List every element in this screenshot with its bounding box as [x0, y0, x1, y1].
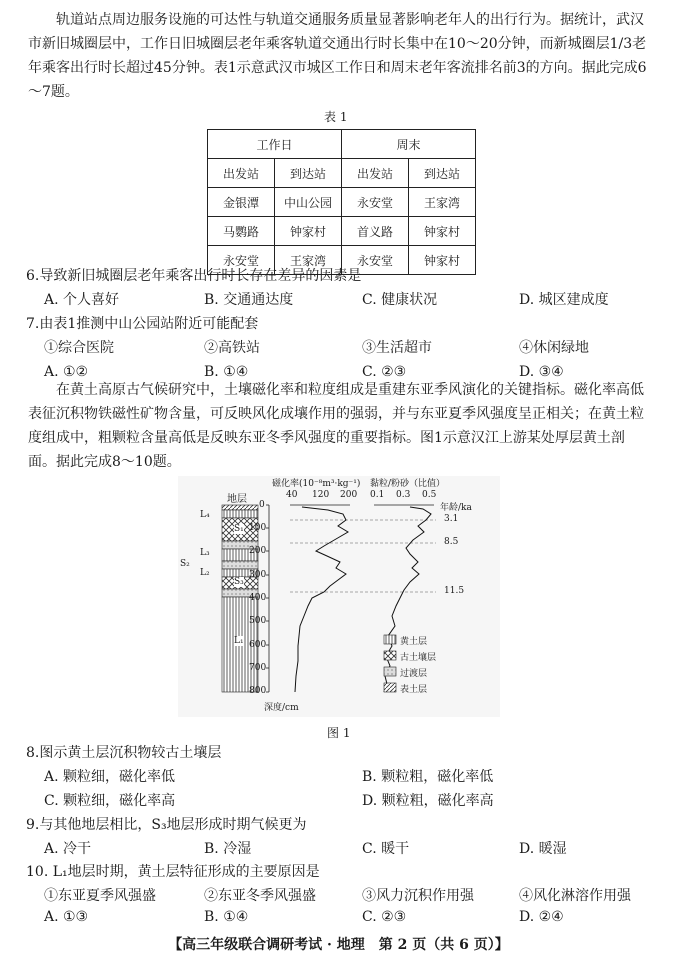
depth-tick: 500	[249, 616, 267, 626]
q7-option-d: D. ③④	[519, 364, 564, 380]
magnetic-susceptibility-curve	[295, 507, 348, 692]
legend-swatch-transition	[384, 667, 396, 676]
mag-axis-title: 磁化率(10⁻⁸m³·kg⁻¹)	[272, 479, 361, 489]
strata-l4	[222, 510, 258, 518]
table1-group-header: 周末	[342, 130, 476, 159]
table1-cell: 王家湾	[275, 246, 342, 275]
q7-option-a: A. ①②	[44, 364, 89, 380]
q10-item-3: ③风力沉积作用强	[362, 888, 474, 904]
intro-paragraph-8-10: 在黄土高原古气候研究中，土壤磁化率和粒度组成是重建东亚季风演化的关键指标。磁化率高低表征沉积物铁磁性矿物含量，可反映风化成壤作用的强弱，并与东亚夏季风强度呈正相关；在黄土粒度组成中，粗颗粒含量高低是反映东亚冬季风强度的重要指标。图1示意汉江上游某处厚层黄土剖面。据此完成8～10题。	[28, 382, 644, 470]
q10-item-1: ①东亚夏季风强盛	[44, 888, 156, 904]
age-label: 8.5	[444, 537, 459, 547]
table1-cell: 首义路	[342, 217, 409, 246]
q9-stem: 9.与其他地层相比，S₃地层形成时期气候更为	[26, 817, 307, 833]
q10-option-b: B. ①④	[204, 909, 249, 925]
q6-stem: 6.导致新旧城圈层老年乘客出行时长存在差异的因素是	[26, 268, 362, 284]
q7-item-3: ③生活超市	[362, 340, 432, 356]
age-label: 3.1	[444, 514, 459, 524]
table1-cell: 永安堂	[208, 246, 275, 275]
layer-label-s2: S₂	[180, 559, 190, 569]
table1-col-header: 出发站	[208, 159, 275, 188]
mag-tick: 200	[340, 490, 358, 500]
q10-option-c: C. ②③	[362, 909, 407, 925]
age-label: 11.5	[444, 586, 465, 596]
layer-label-l1: L₁	[234, 636, 244, 646]
mag-tick: 40	[286, 490, 298, 500]
layer-label-s3: S₃	[234, 577, 244, 587]
q7-option-b: B. ①④	[204, 364, 249, 380]
legend-label-loess: 黄土层	[400, 637, 428, 647]
page-footer: 【高三年级联合调研考试 · 地理 第 2 页（共 6 页）】	[168, 937, 509, 953]
q7-item-4: ④休闲绿地	[519, 340, 589, 356]
q7-stem: 7.由表1推测中山公园站附近可能配套	[26, 316, 259, 332]
q6-option-a: A. 个人喜好	[44, 292, 120, 308]
q10-stem: 10. L₁地层时期，黄土层特征形成的主要原因是	[26, 864, 320, 880]
ratio-axis-title: 黏粒/粉砂（比值）	[370, 479, 446, 489]
mag-tick: 120	[312, 490, 330, 500]
legend-swatch-loess	[384, 635, 396, 644]
strata-s2	[222, 561, 258, 569]
q6-option-b: B. 交通通达度	[204, 292, 294, 308]
table-row	[208, 217, 476, 246]
depth-tick: 100	[249, 523, 267, 533]
strata-topsoil	[222, 505, 258, 510]
table1-cell: 中山公园	[275, 188, 342, 217]
depth-tick: 700	[249, 663, 267, 673]
table1-col-header: 到达站	[275, 159, 342, 188]
q7-item-1: ①综合医院	[44, 340, 114, 356]
q8-option-c: C. 颗粒细，磁化率高	[44, 793, 176, 809]
q8-option-a: A. 颗粒细，磁化率低	[44, 769, 176, 785]
intro-paragraph-6-7: 轨道站点周边服务设施的可达性与轨道交通服务质量显著影响老年人的出行行为。据统计，武汉市新旧城圈层中，工作日旧城圈层老年乘客轨道交通出行时长集中在10～20分钟，而新城圈层1/3老年乘客出行时长超过45分钟。表1示意武汉市城区工作日和周末老年客流排名前3的方向。据此完成6～7题。	[28, 12, 647, 100]
q9-option-c: C. 暖干	[362, 841, 410, 857]
table1-caption: 表 1	[324, 110, 348, 124]
depth-tick: 0	[259, 500, 265, 510]
q6-option-d: D. 城区建成度	[519, 292, 609, 308]
q6-option-c: C. 健康状况	[362, 292, 438, 308]
legend-label-topsoil: 表土层	[400, 685, 428, 695]
depth-tick: 400	[249, 593, 267, 603]
table1-cell: 永安堂	[342, 188, 409, 217]
legend-swatch-topsoil	[384, 683, 396, 692]
depth-tick: 200	[249, 546, 267, 556]
layer-label-l3: L₃	[200, 548, 210, 558]
depth-tick: 300	[249, 570, 267, 580]
table1-cell: 王家湾	[409, 188, 476, 217]
ratio-tick: 0.5	[422, 490, 437, 500]
table1-group-header: 工作日	[208, 130, 342, 159]
depth-tick: 600	[249, 640, 267, 650]
q10-item-2: ②东亚冬季风强盛	[204, 888, 316, 904]
table1-cell: 钟家村	[409, 246, 476, 275]
q8-option-d: D. 颗粒粗，磁化率高	[362, 793, 494, 809]
ratio-tick: 0.3	[396, 490, 411, 500]
table1-cell: 马鹦路	[208, 217, 275, 246]
layer-label-s1: S₁	[234, 524, 244, 534]
strata-title: 地层	[227, 494, 247, 505]
age-axis-title: 年龄/ka	[440, 503, 472, 513]
q10-item-4: ④风化淋溶作用强	[519, 888, 631, 904]
q7-option-c: C. ②③	[362, 364, 407, 380]
table1-cell: 钟家村	[409, 217, 476, 246]
q9-option-a: A. 冷干	[44, 841, 92, 857]
depth-tick: 800	[249, 686, 267, 696]
legend-label-paleosol: 古土壤层	[400, 653, 437, 663]
figure1-caption: 图 1	[327, 726, 351, 740]
clay-silt-ratio-curve	[384, 507, 431, 692]
figure1	[178, 476, 500, 717]
legend-label-transition: 过渡层	[400, 669, 428, 679]
table1	[207, 129, 476, 275]
table1-cell: 永安堂	[342, 246, 409, 275]
table1-cell: 金银潭	[208, 188, 275, 217]
layer-label-l4: L₄	[200, 510, 210, 520]
q9-option-b: B. 冷湿	[204, 841, 252, 857]
table1-col-header: 到达站	[409, 159, 476, 188]
q8-stem: 8.图示黄土层沉积物较古土壤层	[26, 745, 222, 761]
table1-col-header: 出发站	[342, 159, 409, 188]
depth-axis-label: 深度/cm	[264, 703, 299, 713]
q9-option-d: D. 暖湿	[519, 841, 567, 857]
q10-option-a: A. ①③	[44, 909, 89, 925]
legend-swatch-paleosol	[384, 651, 396, 660]
table-row	[208, 188, 476, 217]
table1-cell: 钟家村	[275, 217, 342, 246]
q10-option-d: D. ②④	[519, 909, 564, 925]
q8-option-b: B. 颗粒粗，磁化率低	[362, 769, 494, 785]
layer-label-l2: L₂	[200, 568, 210, 578]
q7-item-2: ②高铁站	[204, 340, 260, 356]
ratio-tick: 0.1	[370, 490, 385, 500]
